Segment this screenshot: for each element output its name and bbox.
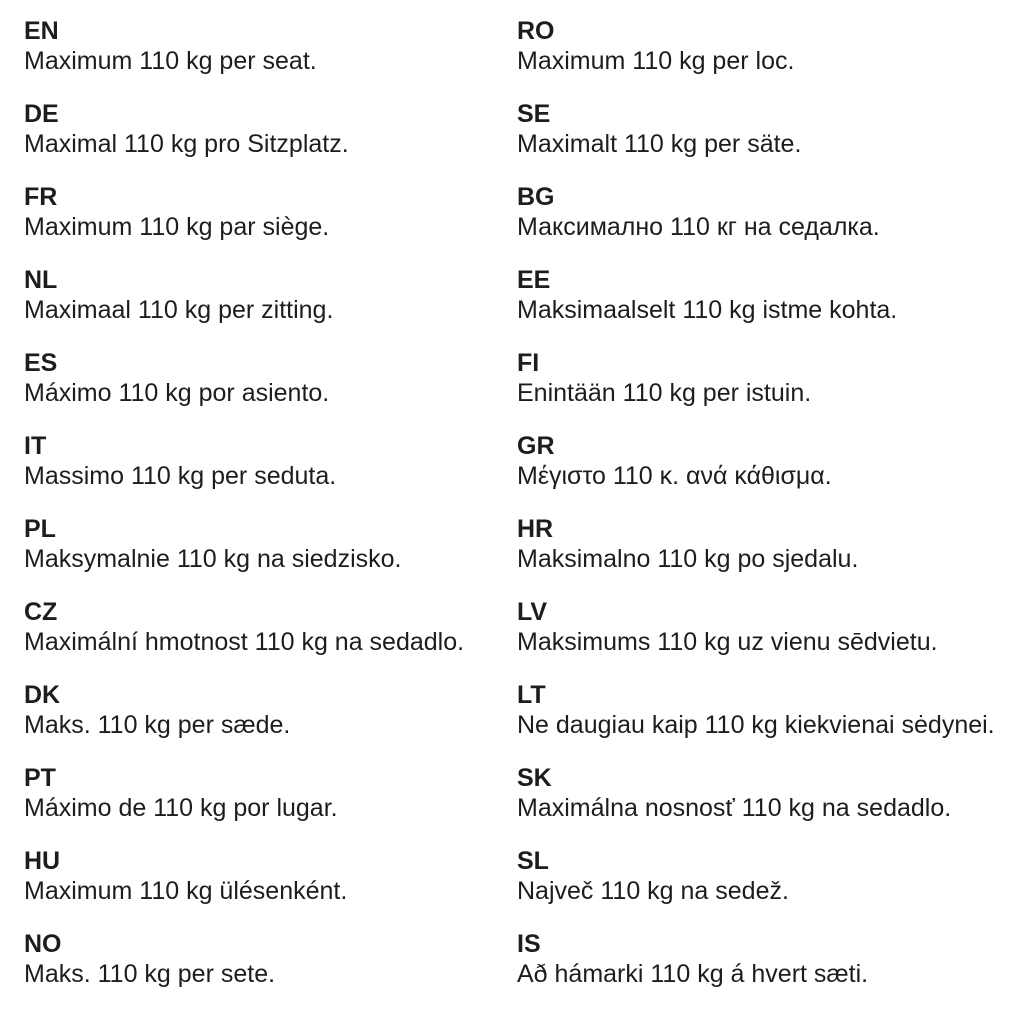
translation-text: Maks. 110 kg per sete.	[24, 960, 276, 988]
translation-text: Maksimalno 110 kg po sjedalu.	[517, 545, 859, 573]
translation-text: Maximalt 110 kg per säte.	[517, 130, 802, 158]
language-code: SE	[517, 100, 551, 128]
language-code: NL	[24, 266, 58, 294]
language-code: DE	[24, 100, 59, 128]
language-entry	[517, 846, 1010, 906]
language-column-right	[517, 16, 1010, 1012]
language-code: CZ	[24, 598, 58, 626]
language-code: HU	[24, 847, 61, 875]
translation-text: Maximálna nosnosť 110 kg na sedadlo.	[517, 794, 952, 822]
language-code: NO	[24, 930, 62, 958]
translation-text: Massimo 110 kg per seduta.	[24, 462, 337, 490]
language-code: EE	[517, 266, 551, 294]
language-code: FR	[24, 183, 58, 211]
translation-text: Maximum 110 kg per loc.	[517, 47, 795, 75]
language-code: GR	[517, 432, 555, 460]
language-code: HR	[517, 515, 554, 543]
language-column-left	[24, 16, 517, 1012]
translation-text: Maximální hmotnost 110 kg na sedadlo.	[24, 628, 465, 656]
translation-text: Máximo de 110 kg por lugar.	[24, 794, 338, 822]
language-code: FI	[517, 349, 540, 377]
language-code: PT	[24, 764, 56, 792]
translation-text: Μέγιστο 110 κ. ανά κάθισμα.	[517, 462, 832, 490]
language-code: SL	[517, 847, 549, 875]
translation-text: Maximal 110 kg pro Sitzplatz.	[24, 130, 349, 158]
language-entry	[517, 348, 1010, 408]
language-entry	[517, 431, 1010, 491]
language-entry	[24, 182, 517, 242]
language-entry	[24, 680, 517, 740]
language-code: BG	[517, 183, 555, 211]
translation-text: Največ 110 kg na sedež.	[517, 877, 789, 905]
translation-text: Maximum 110 kg per seat.	[24, 47, 317, 75]
translation-text: Maks. 110 kg per sæde.	[24, 711, 291, 739]
translation-text: Maksymalnie 110 kg na siedzisko.	[24, 545, 402, 573]
language-code: SK	[517, 764, 552, 792]
language-code: RO	[517, 17, 555, 45]
translation-text: Að hámarki 110 kg á hvert sæti.	[517, 960, 869, 988]
language-code: LV	[517, 598, 548, 626]
language-entry	[517, 763, 1010, 823]
language-code: IT	[24, 432, 47, 460]
language-entry	[517, 929, 1010, 989]
language-entry	[517, 99, 1010, 159]
language-entry	[24, 99, 517, 159]
translation-text: Ne daugiau kaip 110 kg kiekvienai sėdynei.	[517, 711, 995, 739]
language-entry	[517, 680, 1010, 740]
language-code: IS	[517, 930, 541, 958]
language-code: EN	[24, 17, 59, 45]
language-code: LT	[517, 681, 546, 709]
language-entry	[24, 265, 517, 325]
translation-text: Maximum 110 kg par siège.	[24, 213, 330, 241]
translation-text: Maximum 110 kg ülésenként.	[24, 877, 348, 905]
language-entry	[24, 514, 517, 574]
language-entry	[24, 763, 517, 823]
translation-text: Maximaal 110 kg per zitting.	[24, 296, 334, 324]
language-code: PL	[24, 515, 56, 543]
translation-text: Maksimaalselt 110 kg istme kohta.	[517, 296, 898, 324]
language-entry	[24, 431, 517, 491]
language-entry	[24, 929, 517, 989]
language-entry	[517, 514, 1010, 574]
language-entry	[24, 597, 517, 657]
language-entry	[517, 265, 1010, 325]
language-code: DK	[24, 681, 61, 709]
translation-text: Maksimums 110 kg uz vienu sēdvietu.	[517, 628, 938, 656]
language-code: ES	[24, 349, 58, 377]
translation-text: Enintään 110 kg per istuin.	[517, 379, 812, 407]
language-entry	[517, 182, 1010, 242]
language-entry	[24, 16, 517, 76]
language-entry	[24, 846, 517, 906]
language-entry	[24, 348, 517, 408]
translation-text: Максимално 110 кг на седалка.	[517, 213, 880, 241]
language-entry	[517, 597, 1010, 657]
language-entry	[517, 16, 1010, 76]
translation-text: Máximo 110 kg por asiento.	[24, 379, 330, 407]
